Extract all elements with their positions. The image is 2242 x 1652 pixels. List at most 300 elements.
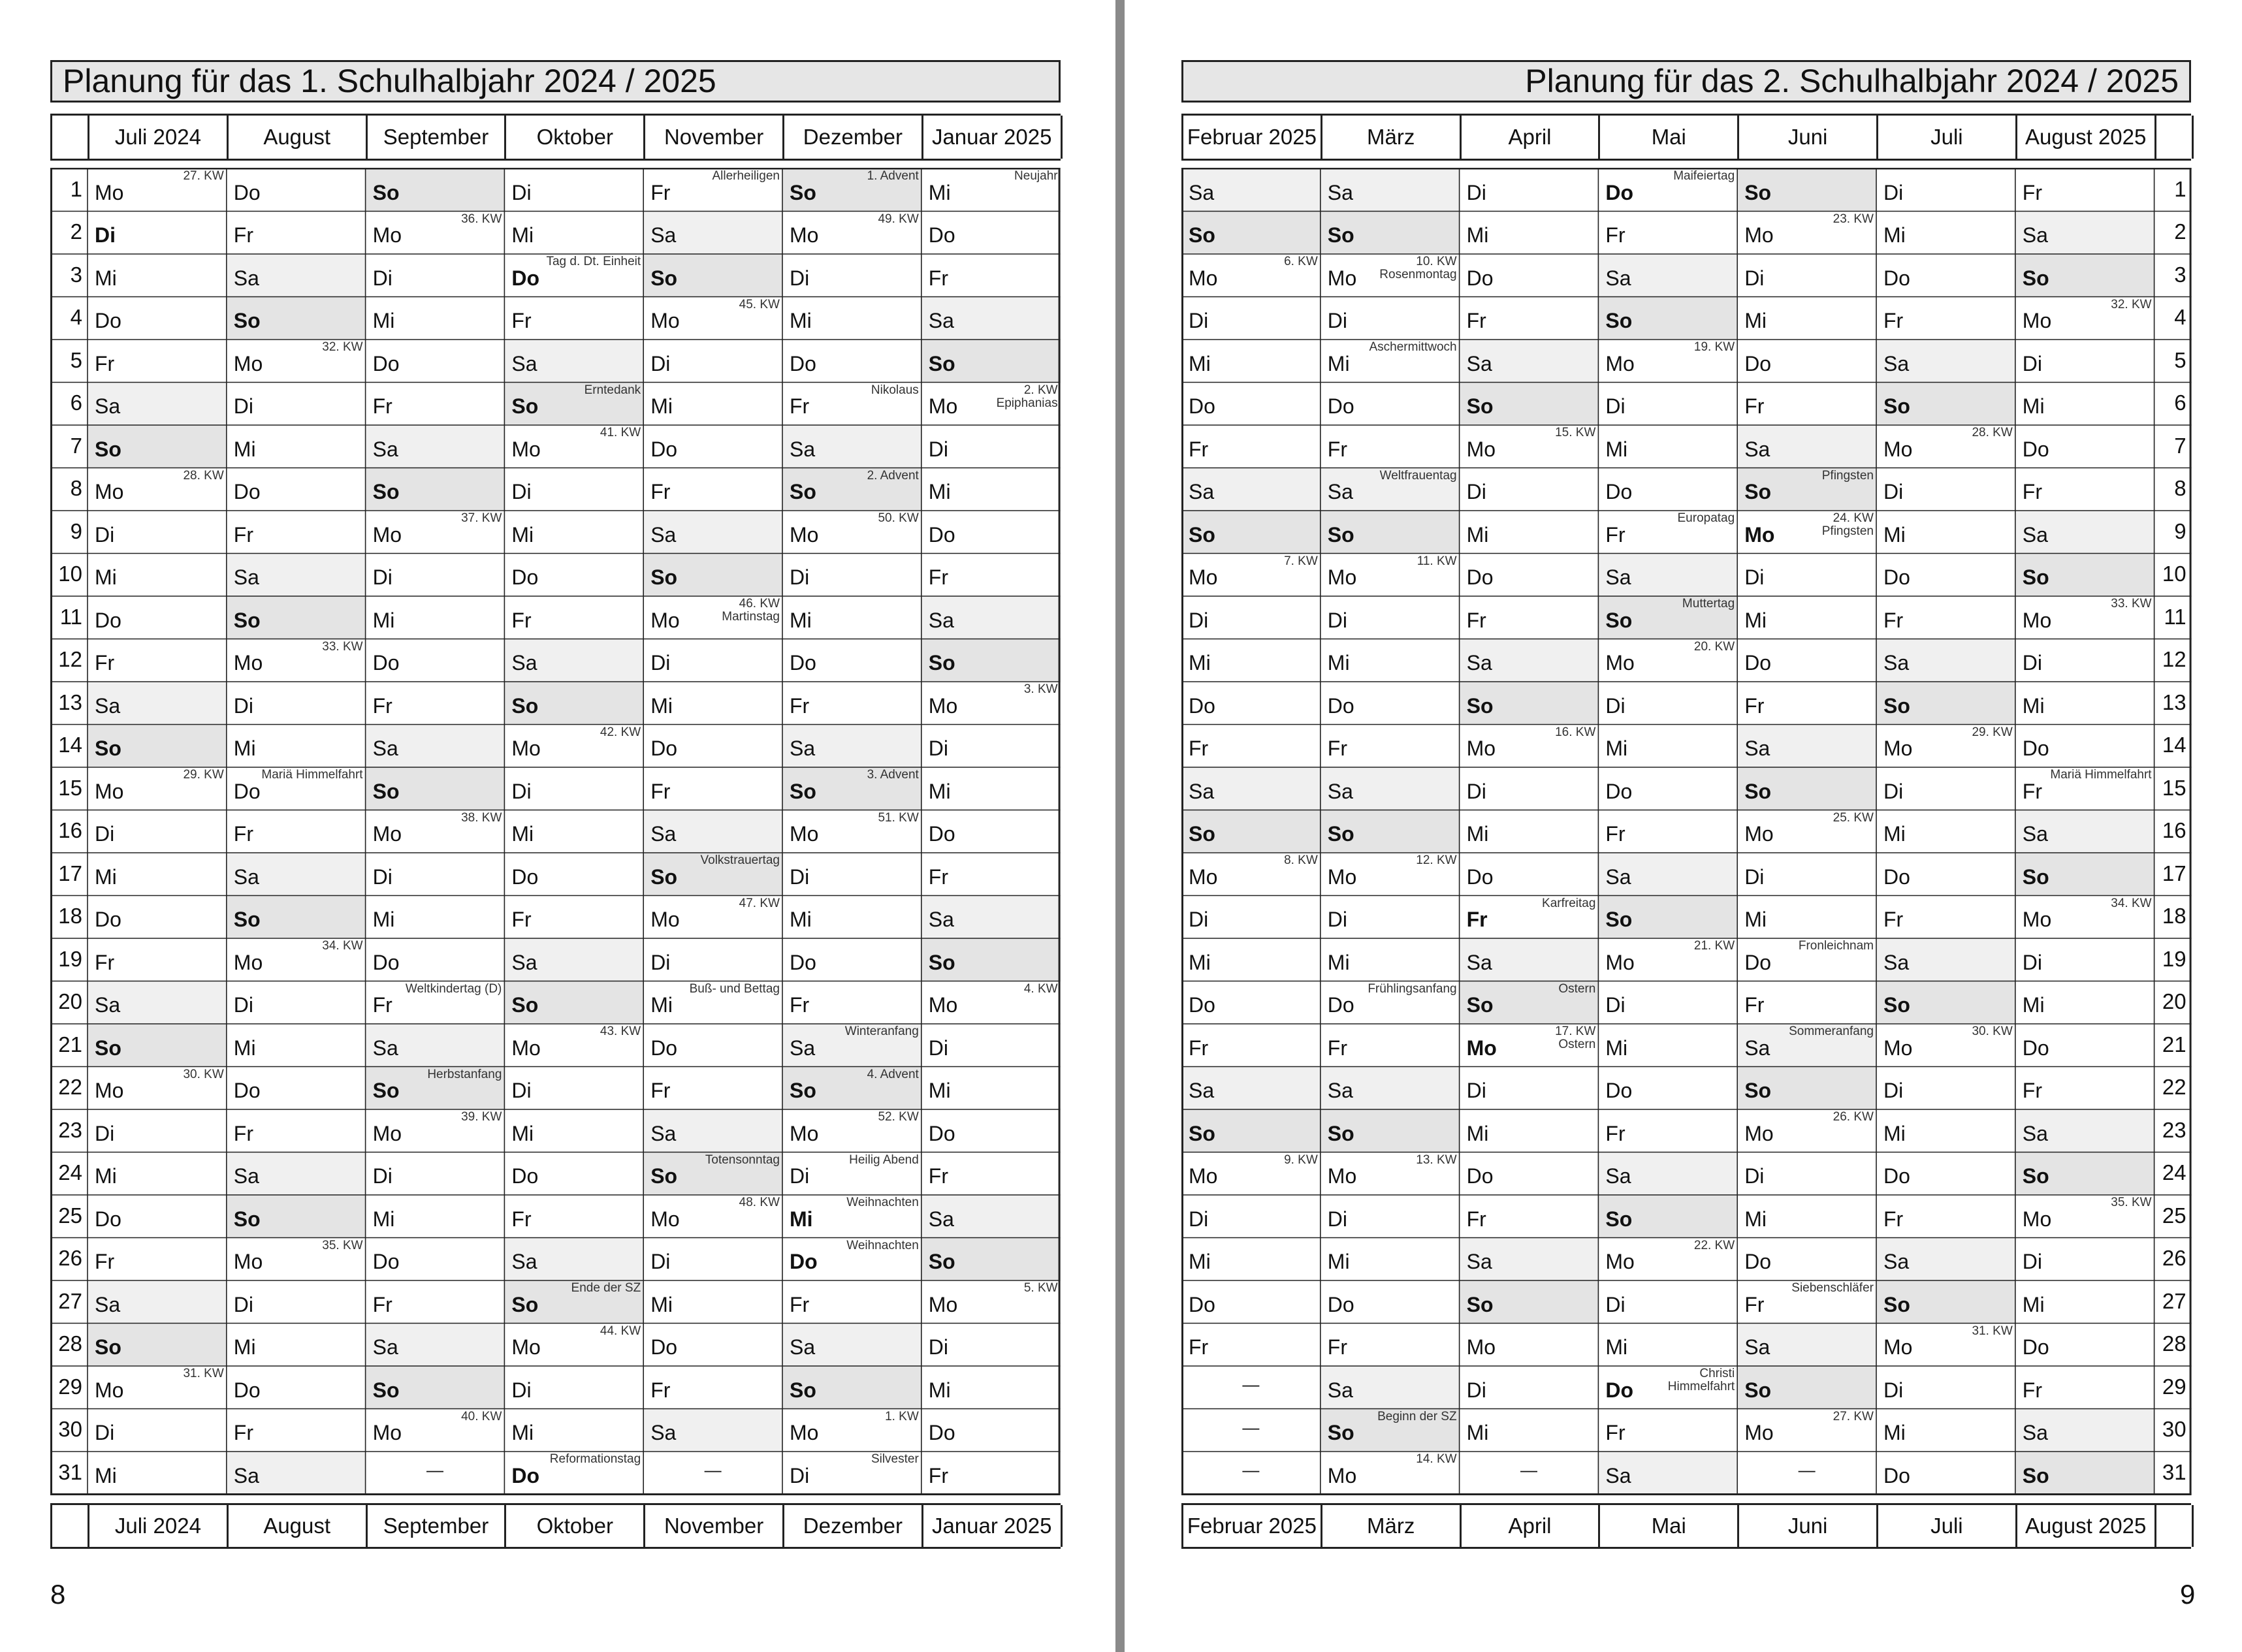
day-note: 9. KW	[1284, 1152, 1318, 1167]
weekday-abbrev: Mo	[1327, 1463, 1357, 1487]
weekday-abbrev: Mo	[233, 651, 263, 675]
month-label: Juli	[1878, 1505, 2017, 1547]
weekday-abbrev: Di	[1744, 865, 1765, 889]
weekday-abbrev: So	[1744, 1079, 1772, 1102]
weekday-abbrev: Di	[928, 437, 949, 461]
weekday-abbrev: Di	[1605, 693, 1625, 718]
month-label: September	[368, 1505, 507, 1547]
weekday-abbrev: Do	[1189, 1292, 1215, 1316]
weekday-abbrev: Mo	[650, 309, 680, 332]
page-title: Planung für das 1. Schulhalbjahr 2024 / 2025	[50, 60, 1061, 103]
day-number: 27	[2162, 1288, 2186, 1313]
day-note: 35. KW	[2111, 1196, 2152, 1209]
day-note: 6. KW	[1284, 255, 1318, 268]
weekday-abbrev: Fr	[1466, 1207, 1486, 1231]
weekday-abbrev: Do	[928, 522, 955, 547]
weekday-abbrev: So	[928, 1250, 955, 1273]
weekday-abbrev: Sa	[1327, 180, 1353, 204]
weekday-abbrev: Sa	[928, 1207, 954, 1231]
weekday-abbrev: Mi	[1605, 1335, 1628, 1359]
weekday-abbrev: Sa	[2022, 1421, 2048, 1444]
day-note: Tag d. Dt. Einheit	[546, 255, 641, 268]
weekday-abbrev: Do	[650, 437, 678, 461]
day-number: 22	[2162, 1075, 2186, 1100]
day-note: Aschermittwoch	[1369, 340, 1457, 354]
day-number: 3	[70, 262, 82, 287]
day-note: 10. KW Rosenmontag	[1379, 255, 1457, 281]
day-note: 35. KW	[322, 1238, 363, 1252]
weekday-abbrev: Fr	[790, 1292, 810, 1316]
month-label: September	[368, 116, 507, 159]
day-note: 27. KW	[1833, 1409, 1874, 1423]
weekday-abbrev: Do	[2022, 437, 2049, 461]
weekday-abbrev: Fr	[928, 1463, 948, 1487]
day-number: 1	[70, 176, 82, 201]
day-note: 25. KW	[1833, 810, 1874, 825]
day-number: 8	[70, 476, 82, 501]
weekday-abbrev: Di	[233, 394, 254, 418]
weekday-abbrev: Sa	[650, 223, 677, 247]
day-note: 4. Advent	[867, 1067, 919, 1081]
day-number: 18	[2162, 904, 2186, 929]
weekday-abbrev: Mo	[790, 1421, 819, 1444]
weekday-abbrev: Fr	[650, 180, 671, 204]
day-number: 5	[2174, 347, 2186, 372]
day-note: Allerheiligen	[712, 169, 780, 183]
day-note: Ostern	[1558, 981, 1596, 996]
weekday-abbrev: Di	[233, 1292, 254, 1316]
weekday-abbrev: So	[2022, 1463, 2049, 1487]
weekday-abbrev: Mo	[95, 779, 124, 803]
weekday-abbrev: Mo	[1605, 950, 1635, 974]
planner-page-left	[0, 0, 1115, 1652]
weekday-abbrev: Fr	[650, 1378, 671, 1402]
weekday-abbrev: Di	[372, 266, 392, 290]
day-number: 24	[2162, 1160, 2186, 1185]
weekday-abbrev: Mi	[928, 1378, 951, 1402]
day-number: 10	[58, 562, 82, 586]
weekday-abbrev: Di	[790, 1164, 810, 1188]
day-note: Mariä Himmelfahrt	[261, 768, 363, 782]
weekday-abbrev: Sa	[1327, 480, 1353, 503]
weekday-abbrev: Mo	[372, 1121, 402, 1145]
header-spacer	[2156, 1505, 2194, 1547]
weekday-abbrev: Mo	[1883, 1036, 1913, 1060]
weekday-abbrev: Fr	[1327, 1036, 1347, 1060]
weekday-abbrev: Mi	[511, 522, 534, 547]
weekday-abbrev: Mo	[233, 950, 263, 974]
day-note: 16. KW	[1555, 725, 1596, 739]
weekday-abbrev: Do	[928, 822, 955, 846]
day-number: 4	[2174, 305, 2186, 330]
weekday-abbrev: So	[1327, 822, 1354, 846]
weekday-abbrev: Di	[1189, 908, 1209, 931]
weekday-abbrev: So	[372, 480, 400, 503]
weekday-abbrev: So	[928, 651, 955, 675]
day-note: 45. KW	[739, 297, 780, 311]
weekday-abbrev: Sa	[511, 950, 537, 974]
weekday-abbrev: Mo	[511, 1036, 541, 1060]
month-label: Januar 2025	[923, 116, 1063, 159]
day-number: 19	[2162, 946, 2186, 971]
month-label: April	[1462, 1505, 1601, 1547]
weekday-abbrev: Sa	[790, 1335, 816, 1359]
day-note: 52. KW	[878, 1110, 919, 1124]
weekday-abbrev: Mo	[1744, 822, 1774, 846]
weekday-abbrev: Mi	[1327, 351, 1350, 375]
weekday-abbrev: Mo	[372, 822, 402, 846]
weekday-abbrev: Di	[95, 1121, 115, 1145]
weekday-abbrev: Mo	[650, 908, 680, 931]
page-gutter	[1115, 0, 1125, 1652]
month-label: März	[1322, 116, 1462, 159]
weekday-abbrev: Mo	[511, 737, 541, 760]
day-note: Maifeiertag	[1673, 169, 1735, 183]
weekday-abbrev: Sa	[1744, 1036, 1770, 1060]
day-note: Pfingsten	[1821, 468, 1874, 483]
day-note: 15. KW	[1555, 426, 1596, 439]
weekday-abbrev: So	[928, 950, 955, 974]
weekday-abbrev: Mo	[1744, 1421, 1774, 1444]
month-header-top	[1181, 114, 2191, 161]
weekday-abbrev: Mi	[1327, 1250, 1350, 1273]
day-number: 6	[2174, 390, 2186, 415]
weekday-abbrev: So	[1883, 693, 1910, 718]
day-note: 1. Advent	[867, 169, 919, 183]
weekday-abbrev: Fr	[928, 266, 948, 290]
weekday-abbrev: So	[95, 1335, 121, 1359]
weekday-abbrev: Sa	[790, 737, 816, 760]
weekday-abbrev: Mo	[1744, 223, 1774, 247]
day-number: 20	[2162, 989, 2186, 1014]
weekday-abbrev: Di	[511, 779, 532, 803]
day-note: 48. KW	[739, 1196, 780, 1209]
day-number: 22	[58, 1075, 82, 1100]
weekday-abbrev: Fr	[1744, 1292, 1765, 1316]
weekday-abbrev: Mi	[1466, 522, 1489, 547]
day-note: 11. KW	[1417, 554, 1457, 568]
weekday-abbrev: Mo	[1466, 737, 1496, 760]
day-note: 5. KW	[1023, 1281, 1058, 1295]
weekday-abbrev: Mo	[650, 1207, 680, 1231]
weekday-abbrev: So	[790, 779, 816, 803]
weekday-abbrev: Di	[1744, 565, 1765, 589]
weekday-abbrev: Do	[511, 1164, 539, 1188]
weekday-abbrev: So	[233, 1207, 261, 1231]
weekday-abbrev: Mi	[928, 180, 951, 204]
weekday-abbrev: Mi	[1883, 822, 1906, 846]
weekday-abbrev: Di	[1744, 1164, 1765, 1188]
weekday-abbrev: Sa	[1883, 1250, 1910, 1273]
planner-page-right	[1125, 0, 2242, 1652]
day-number: 9	[70, 518, 82, 543]
weekday-abbrev: Di	[95, 522, 115, 547]
day-note: 8. KW	[1284, 853, 1318, 867]
empty-day-dash: —	[1242, 1417, 1260, 1437]
month-header-bottom	[50, 1503, 1061, 1549]
day-note: 29. KW	[183, 768, 224, 782]
day-number: 30	[58, 1417, 82, 1442]
day-number: 1	[2174, 176, 2186, 201]
weekday-abbrev: So	[1605, 309, 1633, 332]
weekday-abbrev: So	[1744, 180, 1772, 204]
day-note: 37. KW	[461, 511, 502, 525]
weekday-abbrev: Mi	[2022, 394, 2045, 418]
weekday-abbrev: Mi	[650, 993, 673, 1017]
weekday-abbrev: Mi	[372, 1207, 395, 1231]
day-note: 26. KW	[1833, 1110, 1874, 1124]
weekday-abbrev: Mi	[511, 1421, 534, 1444]
weekday-abbrev: Mo	[372, 223, 402, 247]
weekday-abbrev: Mi	[1744, 309, 1767, 332]
weekday-abbrev: Di	[790, 565, 810, 589]
weekday-abbrev: So	[372, 1079, 400, 1102]
weekday-abbrev: Sa	[95, 1292, 121, 1316]
weekday-abbrev: Do	[372, 1250, 400, 1273]
weekday-abbrev: So	[1466, 1292, 1494, 1316]
day-note: 34. KW	[2111, 896, 2152, 910]
weekday-abbrev: Mi	[2022, 993, 2045, 1017]
weekday-abbrev: Do	[1466, 865, 1494, 889]
weekday-abbrev: Fr	[1883, 908, 1904, 931]
weekday-abbrev: Di	[511, 1378, 532, 1402]
weekday-abbrev: Mo	[1883, 737, 1913, 760]
day-note: Sommeranfang	[1789, 1025, 1874, 1038]
month-label: Januar 2025	[923, 1505, 1063, 1547]
month-label: Dezember	[784, 116, 923, 159]
weekday-abbrev: Mi	[1883, 1421, 1906, 1444]
day-number: 25	[2162, 1203, 2186, 1228]
weekday-abbrev: Di	[2022, 651, 2043, 675]
day-number: 19	[58, 946, 82, 971]
weekday-abbrev: So	[2022, 565, 2049, 589]
empty-day-dash: —	[1242, 1460, 1260, 1480]
weekday-abbrev: Fr	[511, 908, 532, 931]
day-number: 31	[2162, 1459, 2186, 1484]
day-number: 15	[2162, 775, 2186, 800]
weekday-abbrev: Fr	[1744, 993, 1765, 1017]
weekday-abbrev: Mo	[95, 480, 124, 503]
weekday-abbrev: Mo	[790, 223, 819, 247]
page-number: 9	[2180, 1579, 2196, 1610]
weekday-abbrev: Do	[1883, 565, 1910, 589]
weekday-abbrev: So	[511, 1292, 539, 1316]
day-number: 30	[2162, 1417, 2186, 1442]
weekday-abbrev: So	[1883, 993, 1910, 1017]
weekday-abbrev: Do	[95, 1207, 121, 1231]
day-note: 36. KW	[461, 212, 502, 226]
weekday-abbrev: Fr	[233, 822, 253, 846]
header-spacer	[2156, 116, 2194, 159]
weekday-abbrev: Di	[790, 1463, 810, 1487]
weekday-abbrev: So	[1466, 394, 1494, 418]
weekday-abbrev: Do	[1605, 1378, 1634, 1402]
month-label: Mai	[1600, 1505, 1739, 1547]
weekday-abbrev: Do	[650, 1036, 678, 1060]
empty-day-dash: —	[704, 1460, 722, 1480]
weekday-abbrev: Fr	[1883, 608, 1904, 632]
weekday-abbrev: Mi	[1189, 351, 1211, 375]
weekday-abbrev: Di	[233, 993, 254, 1017]
weekday-abbrev: Sa	[1189, 779, 1215, 803]
month-label: Juni	[1739, 1505, 1878, 1547]
weekday-abbrev: Di	[650, 651, 671, 675]
weekday-abbrev: Di	[372, 1164, 392, 1188]
weekday-abbrev: Do	[1744, 351, 1772, 375]
weekday-abbrev: Mo	[1189, 1164, 1218, 1188]
weekday-abbrev: Mi	[372, 908, 395, 931]
weekday-abbrev: Fr	[372, 693, 392, 718]
weekday-abbrev: So	[372, 779, 400, 803]
weekday-abbrev: So	[95, 437, 121, 461]
day-note: Silvester	[871, 1452, 919, 1466]
weekday-abbrev: Fr	[2022, 1079, 2042, 1102]
day-number: 2	[70, 219, 82, 244]
weekday-abbrev: Sa	[1605, 865, 1631, 889]
day-note: Karfreitag	[1542, 896, 1596, 910]
day-note: 38. KW	[461, 810, 502, 825]
weekday-abbrev: Sa	[2022, 522, 2048, 547]
day-number: 15	[58, 775, 82, 800]
weekday-abbrev: Fr	[2022, 779, 2042, 803]
day-note: 32. KW	[322, 340, 363, 354]
day-number: 12	[2162, 647, 2186, 672]
weekday-abbrev: Do	[95, 309, 121, 332]
day-note: Frühlingsanfang	[1368, 981, 1457, 996]
weekday-abbrev: So	[2022, 1164, 2049, 1188]
weekday-abbrev: Sa	[1466, 1250, 1492, 1273]
weekday-abbrev: Sa	[372, 1335, 398, 1359]
weekday-abbrev: Mi	[511, 822, 534, 846]
weekday-abbrev: Di	[95, 223, 116, 247]
day-note: 14. KW	[1416, 1452, 1457, 1466]
weekday-abbrev: Mo	[928, 993, 958, 1017]
empty-day-dash: —	[426, 1460, 443, 1480]
day-number: 28	[2162, 1331, 2186, 1356]
day-note: Volkstrauertag	[700, 853, 780, 867]
day-note: 41. KW	[600, 426, 641, 439]
weekday-abbrev: Mi	[1327, 950, 1350, 974]
weekday-abbrev: So	[1605, 908, 1633, 931]
day-note: Weihnachten	[846, 1196, 919, 1209]
weekday-abbrev: Fr	[1883, 309, 1904, 332]
weekday-abbrev: Do	[1605, 180, 1634, 204]
weekday-abbrev: Do	[1327, 1292, 1354, 1316]
weekday-abbrev: Di	[511, 180, 532, 204]
weekday-abbrev: Mo	[1189, 565, 1218, 589]
weekday-abbrev: So	[233, 608, 261, 632]
weekday-abbrev: Mi	[2022, 1292, 2045, 1316]
weekday-abbrev: Fr	[1605, 522, 1625, 547]
weekday-abbrev: So	[233, 309, 261, 332]
weekday-abbrev: Mo	[1466, 437, 1496, 461]
weekday-abbrev: Di	[1189, 608, 1209, 632]
weekday-abbrev: Di	[1327, 309, 1348, 332]
day-number: 28	[58, 1331, 82, 1356]
weekday-abbrev: Sa	[2022, 1121, 2048, 1145]
weekday-abbrev: Do	[372, 950, 400, 974]
day-note: 28. KW	[183, 468, 224, 483]
weekday-abbrev: Fr	[1605, 1421, 1625, 1444]
weekday-abbrev: Di	[790, 865, 810, 889]
weekday-abbrev: Sa	[1189, 480, 1215, 503]
weekday-abbrev: Di	[1883, 180, 1904, 204]
weekday-abbrev: So	[95, 737, 121, 760]
weekday-abbrev: So	[1744, 480, 1772, 503]
weekday-abbrev: Mo	[1327, 266, 1357, 290]
weekday-abbrev: Do	[790, 651, 816, 675]
weekday-abbrev: Do	[511, 565, 539, 589]
weekday-abbrev: Mo	[1189, 865, 1218, 889]
weekday-abbrev: So	[1189, 822, 1215, 846]
weekday-abbrev: Sa	[650, 1121, 677, 1145]
weekday-abbrev: Fr	[372, 993, 392, 1017]
weekday-abbrev: Sa	[1744, 437, 1770, 461]
weekday-abbrev: Mo	[650, 608, 680, 632]
weekday-abbrev: Mo	[1327, 1164, 1357, 1188]
weekday-abbrev: So	[928, 351, 955, 375]
day-note: Siebenschläfer	[1791, 1281, 1874, 1295]
weekday-abbrev: Di	[1466, 1079, 1486, 1102]
grid-lines	[1181, 168, 2193, 1496]
weekday-abbrev: Di	[790, 266, 810, 290]
weekday-abbrev: Di	[928, 1335, 949, 1359]
weekday-abbrev: Mo	[1883, 1335, 1913, 1359]
day-note: 43. KW	[600, 1025, 641, 1038]
weekday-abbrev: Di	[1744, 266, 1765, 290]
weekday-abbrev: Mo	[928, 394, 958, 418]
day-number: 26	[58, 1246, 82, 1271]
weekday-abbrev: Mi	[233, 437, 256, 461]
weekday-abbrev: Mo	[928, 1292, 958, 1316]
weekday-abbrev: So	[1327, 522, 1354, 547]
month-header-top	[50, 114, 1061, 161]
weekday-abbrev: Mi	[1605, 737, 1628, 760]
weekday-abbrev: Mi	[233, 1036, 256, 1060]
weekday-abbrev: Mo	[1605, 651, 1635, 675]
day-note: 19. KW	[1693, 340, 1735, 354]
day-number: 4	[70, 305, 82, 330]
weekday-abbrev: So	[1605, 1207, 1633, 1231]
weekday-abbrev: Mi	[233, 737, 256, 760]
weekday-abbrev: Di	[1605, 394, 1625, 418]
weekday-abbrev: Mo	[790, 522, 819, 547]
weekday-abbrev: Di	[2022, 950, 2043, 974]
day-note: 20. KW	[1693, 639, 1735, 654]
day-number: 16	[58, 818, 82, 843]
weekday-abbrev: Sa	[650, 522, 677, 547]
day-note: Buß- und Bettag	[689, 981, 780, 996]
day-number: 24	[58, 1160, 82, 1185]
weekday-abbrev: Sa	[1883, 950, 1910, 974]
weekday-abbrev: Mi	[928, 779, 951, 803]
weekday-abbrev: Mi	[1605, 437, 1628, 461]
weekday-abbrev: Mi	[95, 565, 117, 589]
weekday-abbrev: Do	[1189, 993, 1215, 1017]
day-note: 4. KW	[1023, 981, 1058, 996]
weekday-abbrev: Di	[511, 1079, 532, 1102]
weekday-abbrev: Mi	[790, 608, 812, 632]
weekday-abbrev: Do	[928, 1421, 955, 1444]
weekday-abbrev: Fr	[650, 779, 671, 803]
empty-day-dash: —	[1798, 1460, 1816, 1480]
day-note: Reformationstag	[549, 1452, 641, 1466]
weekday-abbrev: Mi	[1327, 651, 1350, 675]
weekday-abbrev: So	[372, 1378, 400, 1402]
day-number: 26	[2162, 1246, 2186, 1271]
weekday-abbrev: Do	[233, 180, 261, 204]
weekday-abbrev: Do	[1605, 480, 1633, 503]
